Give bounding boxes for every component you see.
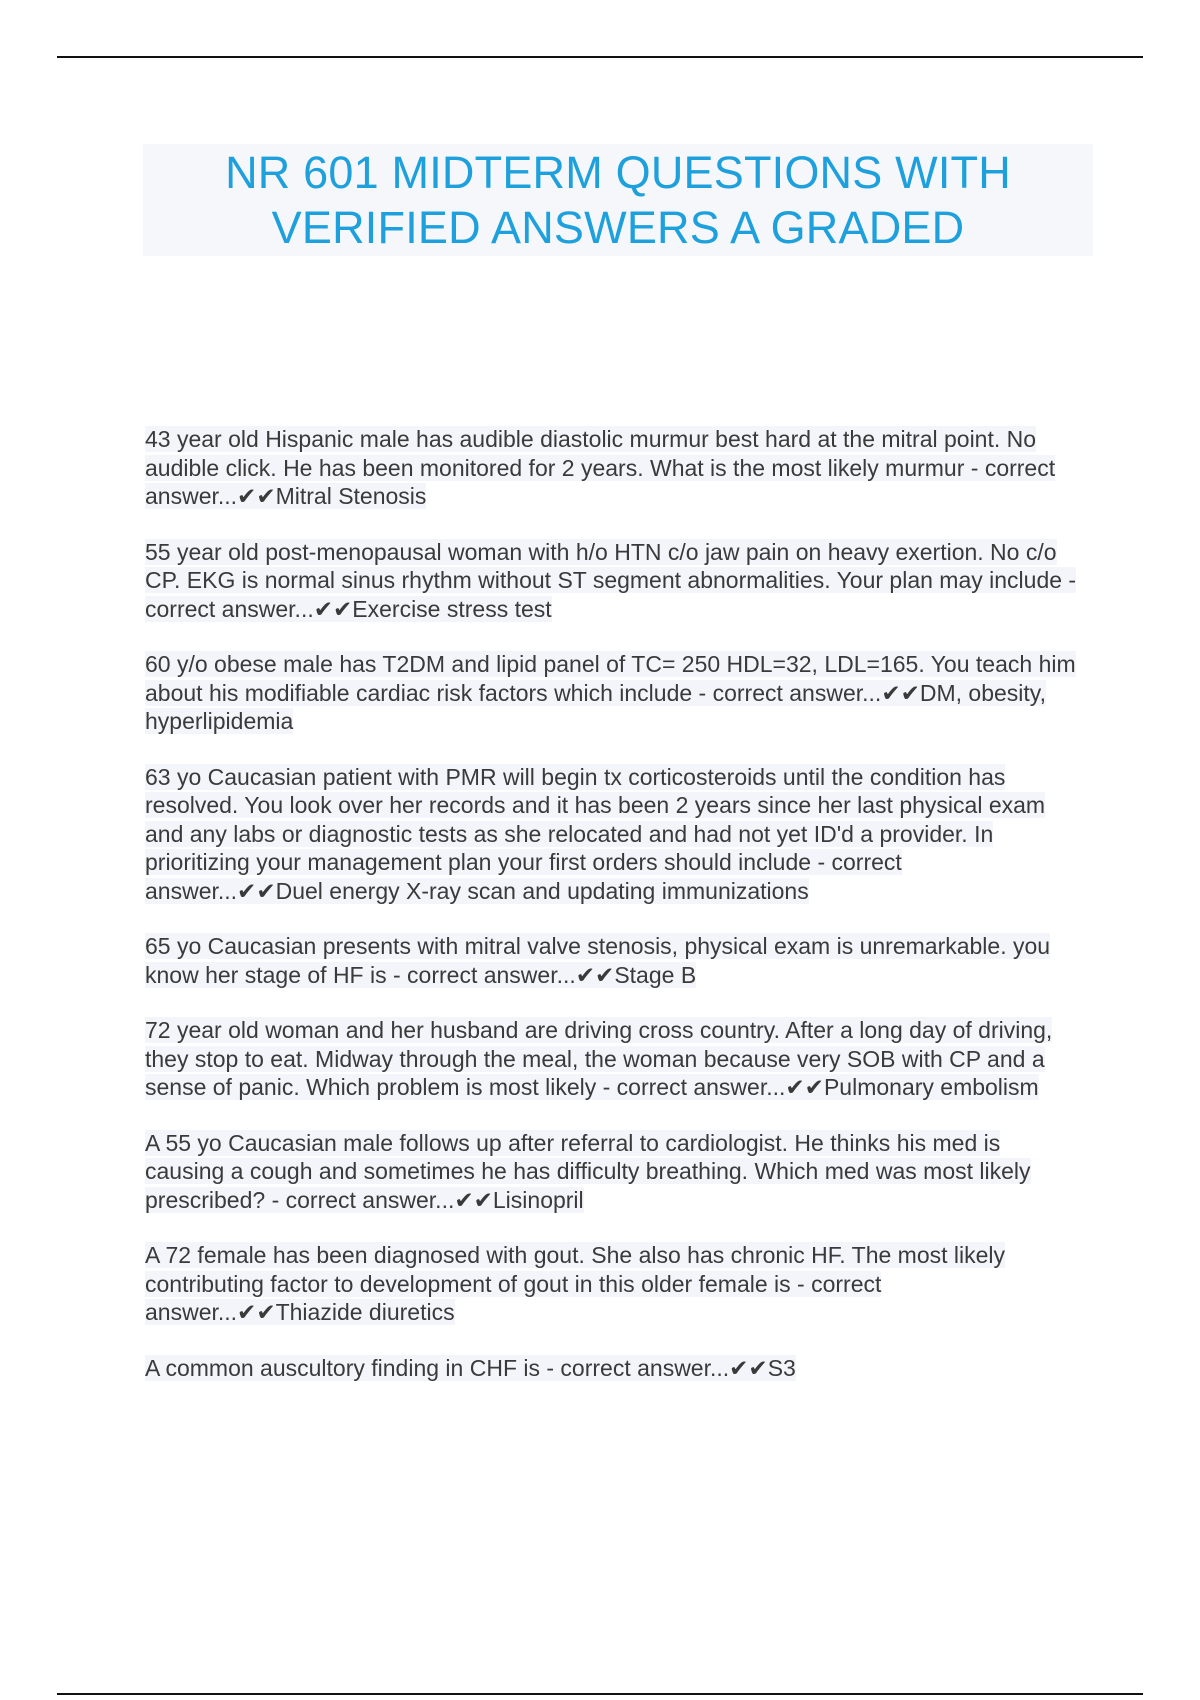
- check-marks: ✔✔: [237, 483, 276, 509]
- check-marks: ✔✔: [881, 679, 920, 706]
- qa-item: [145, 1129, 1085, 1215]
- question-text: 72 year old woman and her husband are driving cross country. After a long day of driving, they stop to eat. Midway through the meal, the woman because very SOB with CP and a sense of panic. Which problem is most likely - correct answer...: [145, 1017, 1053, 1100]
- check-marks: ✔✔: [313, 595, 353, 622]
- question-text: 63 yo Caucasian patient with PMR will begin tx corticosteroids until the condition has resolved. You look over her records and it has been 2 years since her last physical exam and any labs or diagnostic tests as she relocated and had not yet ID'd a provider. In prioritizing your management plan your first orders should include - correct answer...: [145, 763, 1046, 904]
- check-marks: ✔✔: [575, 961, 615, 988]
- title-banner: [143, 144, 1093, 256]
- qa-item: [145, 650, 1085, 736]
- question-text: 65 yo Caucasian presents with mitral valve stenosis, physical exam is unremarkable. you know her stage of HF is - correct answer...: [145, 933, 1051, 988]
- answer-text: Pulmonary embolism: [823, 1074, 1039, 1100]
- question-text: A 72 female has been diagnosed with gout. She also has chronic HF. The most likely contributing factor to development of gout in this older female is - correct answer...: [145, 1242, 1006, 1325]
- qa-item: [145, 1241, 1085, 1327]
- qa-list: [145, 425, 1085, 1409]
- answer-text: Exercise stress test: [352, 595, 552, 622]
- qa-item: [145, 425, 1085, 511]
- question-text: A common auscultory finding in CHF is - correct answer...: [145, 1354, 730, 1381]
- question-text: A 55 yo Caucasian male follows up after referral to cardiologist. He thinks his med is causing a cough and sometimes he has difficulty breathing. Which med was most likely prescribed? - correct answer...: [145, 1129, 1031, 1213]
- check-marks: ✔✔: [729, 1354, 768, 1381]
- check-marks: ✔✔: [237, 1299, 276, 1325]
- answer-text: S3: [767, 1354, 796, 1381]
- answer-text: DM, obesity, hyperlipidemia: [145, 679, 1046, 734]
- check-marks: ✔✔: [237, 877, 276, 904]
- top-rule: [57, 56, 1143, 58]
- question-text: 60 y/o obese male has T2DM and lipid panel of TC= 250 HDL=32, LDL=165. You teach him about his modifiable cardiac risk factors which include - correct answer...: [145, 651, 1076, 706]
- answer-text: Stage B: [614, 961, 697, 988]
- check-marks: ✔✔: [454, 1186, 493, 1213]
- document-title-line-2: VERIFIED ANSWERS A GRADED: [271, 202, 965, 253]
- qa-item: [145, 1354, 1085, 1383]
- qa-item: [145, 538, 1085, 624]
- qa-item: [145, 1016, 1085, 1102]
- check-marks: ✔✔: [785, 1074, 824, 1100]
- answer-text: Thiazide diuretics: [275, 1299, 455, 1325]
- answer-text: Lisinopril: [492, 1186, 584, 1213]
- qa-item: [145, 763, 1085, 906]
- document-title-line-1: NR 601 MIDTERM QUESTIONS WITH: [225, 147, 1011, 198]
- answer-text: Duel energy X-ray scan and updating immunizations: [275, 877, 809, 904]
- bottom-rule: [57, 1693, 1143, 1695]
- question-text: 55 year old post-menopausal woman with h/o HTN c/o jaw pain on heavy exertion. No c/o CP. EKG is normal sinus rhythm without ST segment abnormalities. Your plan may include - correct answer...: [145, 538, 1077, 622]
- answer-text: Mitral Stenosis: [275, 483, 427, 509]
- question-text: 43 year old Hispanic male has audible diastolic murmur best hard at the mitral point. No audible click. He has been monitored for 2 years. What is the most likely murmur - correct answer...: [145, 426, 1056, 509]
- qa-item: [145, 932, 1085, 989]
